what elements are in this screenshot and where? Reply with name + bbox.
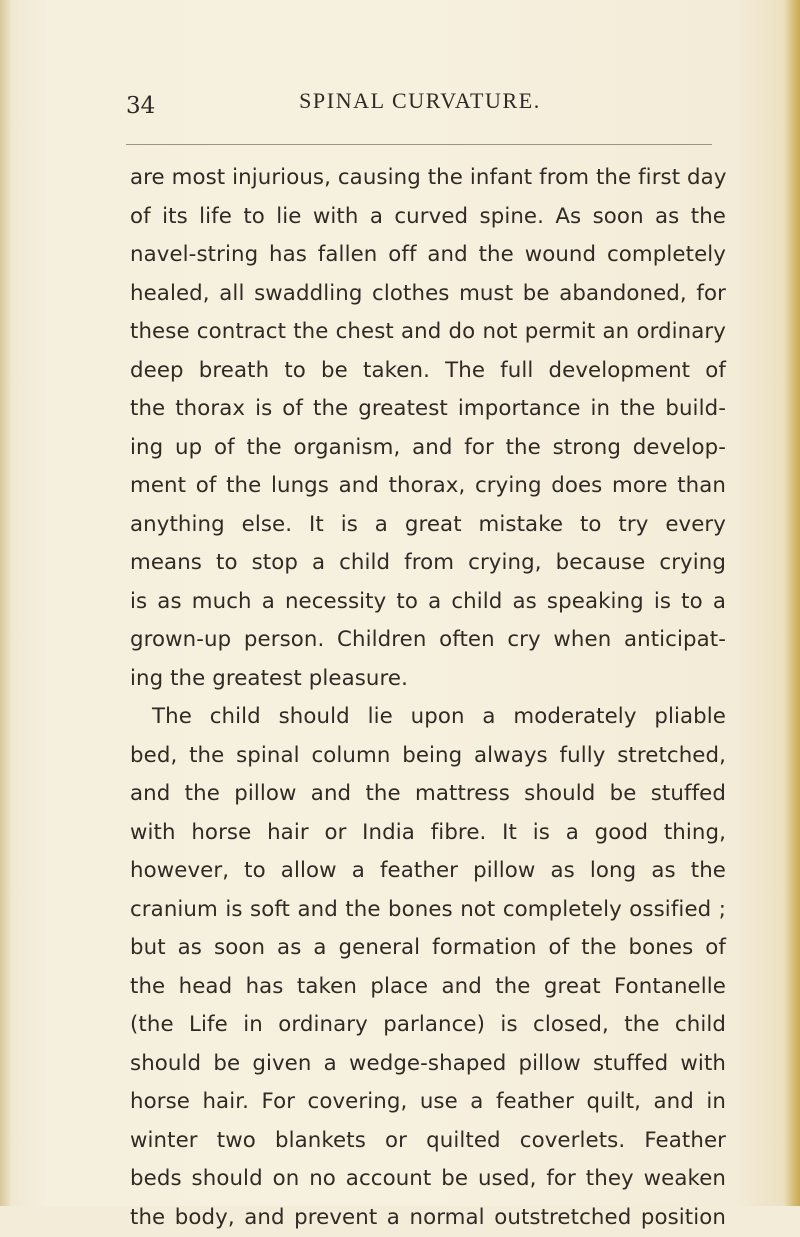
text-line: should be given a wedge-shaped pillow stuffed with bbox=[130, 1045, 726, 1084]
text-line: grown-up person. Children often cry when anticipat- bbox=[130, 621, 726, 660]
text-line: beds should on no account be used, for they weaken bbox=[130, 1160, 726, 1199]
text-line: and the pillow and the mattress should be stuffed bbox=[130, 775, 726, 814]
text-line: (the Life in ordinary parlance) is closed, the child bbox=[130, 1006, 726, 1045]
body-text bbox=[130, 159, 726, 1237]
text-line: navel-string has fallen off and the wound completely bbox=[130, 236, 726, 275]
header-rule bbox=[126, 144, 712, 145]
text-line: ing up of the organism, and for the strong develop- bbox=[130, 429, 726, 468]
text-line: bed, the spinal column being always fully stretched, bbox=[130, 737, 726, 776]
text-line: with horse hair or India fibre. It is a good thing, bbox=[130, 814, 726, 853]
text-line: but as soon as a general formation of the bones of bbox=[130, 929, 726, 968]
text-line: means to stop a child from crying, because crying bbox=[130, 544, 726, 583]
text-line: the head has taken place and the great Fontanelle bbox=[130, 968, 726, 1007]
text-line: ing the greatest pleasure. bbox=[130, 660, 726, 699]
text-line: horse hair. For covering, use a feather quilt, and in bbox=[130, 1083, 726, 1122]
page-edge-discoloration bbox=[784, 0, 800, 1206]
running-title: SPINAL CURVATURE. bbox=[0, 88, 800, 114]
text-line: the thorax is of the greatest importance in the build- bbox=[130, 390, 726, 429]
text-line: however, to allow a feather pillow as long as the bbox=[130, 852, 726, 891]
paragraph-start-line: The child should lie upon a moderately pliable bbox=[130, 698, 726, 737]
text-line: is as much a necessity to a child as speaking is to a bbox=[130, 583, 726, 622]
text-line: cranium is soft and the bones not completely ossified ; bbox=[130, 891, 726, 930]
text-line: healed, all swaddling clothes must be abandoned, for bbox=[130, 275, 726, 314]
text-line: deep breath to be taken. The full development of bbox=[130, 352, 726, 391]
text-line: of its life to lie with a curved spine. As soon as the bbox=[130, 198, 726, 237]
text-line: the body, and prevent a normal outstretched position bbox=[130, 1199, 726, 1237]
page-number: 34 bbox=[126, 93, 155, 119]
text-line: winter two blankets or quilted coverlets. Feather bbox=[130, 1122, 726, 1161]
text-line: are most injurious, causing the infant from the first day bbox=[130, 159, 726, 198]
page-gutter-shadow bbox=[0, 0, 12, 1206]
text-line: these contract the chest and do not permit an ordinary bbox=[130, 313, 726, 352]
text-line: ment of the lungs and thorax, crying does more than bbox=[130, 467, 726, 506]
text-line: anything else. It is a great mistake to try every bbox=[130, 506, 726, 545]
